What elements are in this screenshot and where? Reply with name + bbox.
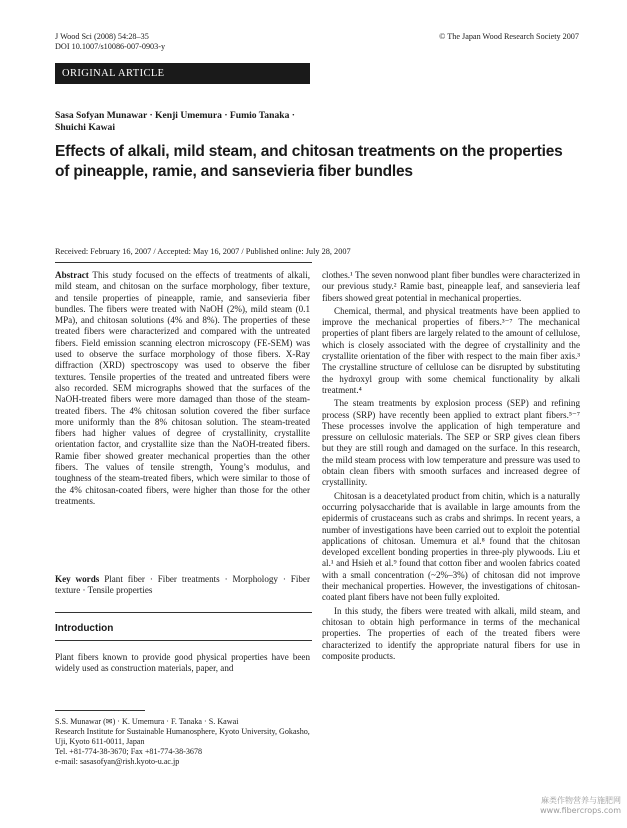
article-type-label: ORIGINAL ARTICLE [62, 68, 165, 79]
footnote-line: S.S. Munawar (✉) · K. Umemura · F. Tanaka · S. Kawai [55, 717, 239, 726]
publication-dates: Received: February 16, 2007 / Accepted: May 16, 2007 / Published online: July 28, 2007 [55, 247, 351, 256]
abstract-text: This study focused on the effects of treatments of alkali, mild steam, and chitosan on the surface morphology, fiber texture, and tensile properties of pineapple, ramie, and sansevieria fiber bundles. The fibers were treated with NaOH (2%), mild steam (0.1 MPa), and chitosan solutions (4% and 8%). The properties of these treated fibers were characterized and compared with the untreated fibers. Field emission scanning electron microscopy (FE-SEM) was used to observe the surface morphology of those fibers. X-Ray diffraction (XRD) spectroscopy was used to observe the fiber textures. Tensile properties of the treated and untreated fibers were also recorded. SEM micrographs showed that the surfaces of the NaOH-treated fibers were more damaged than those of the steam-treated fibers. The 4% chitosan solution covered the fiber surface more uniformly than the 8% chitosan solution. The steam-treated fibers had higher values of degree of crystallinity, crystallite orientation factor, and crystallite size than the NaOH-treated fibers. Ramie fiber showed greater mechanical properties than the other fibers. The values of tensile strength, Young’s modulus, and toughness of the steam-treated fibers, which were similar to those of the 4% chitosan-coated fibers, were higher than those for the other treatments. [55, 270, 310, 506]
keywords-text: Plant fiber · Fiber treatments · Morphology · Fiber texture · Tensile properties [55, 574, 310, 596]
article-type-banner [55, 63, 310, 84]
body-paragraph: In this study, the fibers were treated with alkali, mild steam, and chitosan to obtain high performance in terms of the mechanical properties. The properties of each of the treated fibers were characterized to identify the appropriate natural fibers for use in composite products. [322, 605, 580, 661]
author-line: Sasa Sofyan Munawar · Kenji Umemura · Fumio Tanaka · [55, 110, 295, 121]
watermark-line: 麻类作物营养与施肥网 [541, 796, 621, 805]
footnote-line: Tel. +81-774-38-3670; Fax +81-774-38-3678 [55, 746, 203, 756]
footnote-rule [55, 710, 145, 711]
article-title: Effects of alkali, mild steam, and chitosan treatments on the properties of pineapple, ramie, and sansevieria fiber bundles [55, 143, 563, 180]
divider [55, 262, 312, 263]
author-list [55, 110, 355, 134]
body-paragraph: The steam treatments by explosion process (SEP) and refining process (SRP) have recently been applied to extract plant fibers.⁵⁻⁷ These processes involve the application of high temperature and pressure on cellulosic materials. The SEP or SRP gives clean fibers but they are still rough and damaged on the surface. In this research, the mild steam process with low temperature and pressure was used to obtain clean fibers with smooth surfaces and increased degree of crystallinity. [322, 398, 580, 488]
site-watermark [540, 796, 621, 816]
section-heading: Introduction [55, 623, 114, 634]
body-paragraph: Chitosan is a deacetylated product from chitin, which is a naturally occurring polysaccharide that is available in large amounts from the epidermis of crustaceans such as crabs and shrimps. In recent years, a number of investigations have been carried out to exploit the potential applications of chitosan. Umemura et al.⁸ found that the chitosan developed excellent bonding properties in three-ply plywoods. Liu et al.¹ and Hsieh et al.⁹ found that cotton fiber and woolen fabrics coated with a small concentration (~2%–3%) of chitosan did not improve their mechanical properties. However, the investigations of chitosan-coated plant fibers have not been fully exploited. [322, 490, 580, 603]
footnote-line: Research Institute for Sustainable Humanosphere, Kyoto University, Gokasho, Uji, Kyoto 611-0011, Japan [55, 726, 310, 746]
doi-line: DOI 10.1007/s10086-007-0903-y [55, 42, 166, 51]
author-line: Shuichi Kawai [55, 122, 115, 133]
body-paragraph: clothes.¹ The seven nonwood plant fiber bundles were characterized in our previous study.² Ramie bast, pineapple leaf, and sansevieria leaf fibers showed great potential in mechanical properties. [322, 270, 580, 303]
abstract-section [55, 270, 310, 507]
journal-citation-line: J Wood Sci (2008) 54:28–35 [55, 32, 149, 41]
body-column-right [322, 270, 580, 662]
divider [55, 612, 312, 613]
journal-citation [55, 32, 165, 52]
abstract-label: Abstract [55, 270, 89, 280]
intro-paragraph [55, 652, 310, 675]
footnote-email: e-mail: sasasofyan@rish.kyoto-u.ac.jp [55, 756, 180, 766]
keywords-section [55, 574, 310, 597]
copyright-notice: © The Japan Wood Research Society 2007 [439, 32, 579, 41]
body-paragraph: Chemical, thermal, and physical treatments have been applied to improve the mechanical properties of fibers.³⁻⁷ The mechanical properties of plant fibers are largely related to the amount of cellulose, which is closely associated with the degree of crystallinity and the crystallite orientation of the fiber with respect to the main fiber axis.³ The crystalline structure of cellulose can be disrupted by substituting the hydroxyl group with some chemical functionality by alkali treatment.⁴ [322, 305, 580, 395]
author-footnote [55, 717, 310, 767]
keywords-label: Key words [55, 574, 100, 584]
watermark-line: www.fibercrops.com [540, 806, 621, 815]
divider [55, 640, 312, 641]
intro-text: Plant fibers known to provide good physical properties have been widely used as construction materials, paper, and [55, 652, 310, 674]
